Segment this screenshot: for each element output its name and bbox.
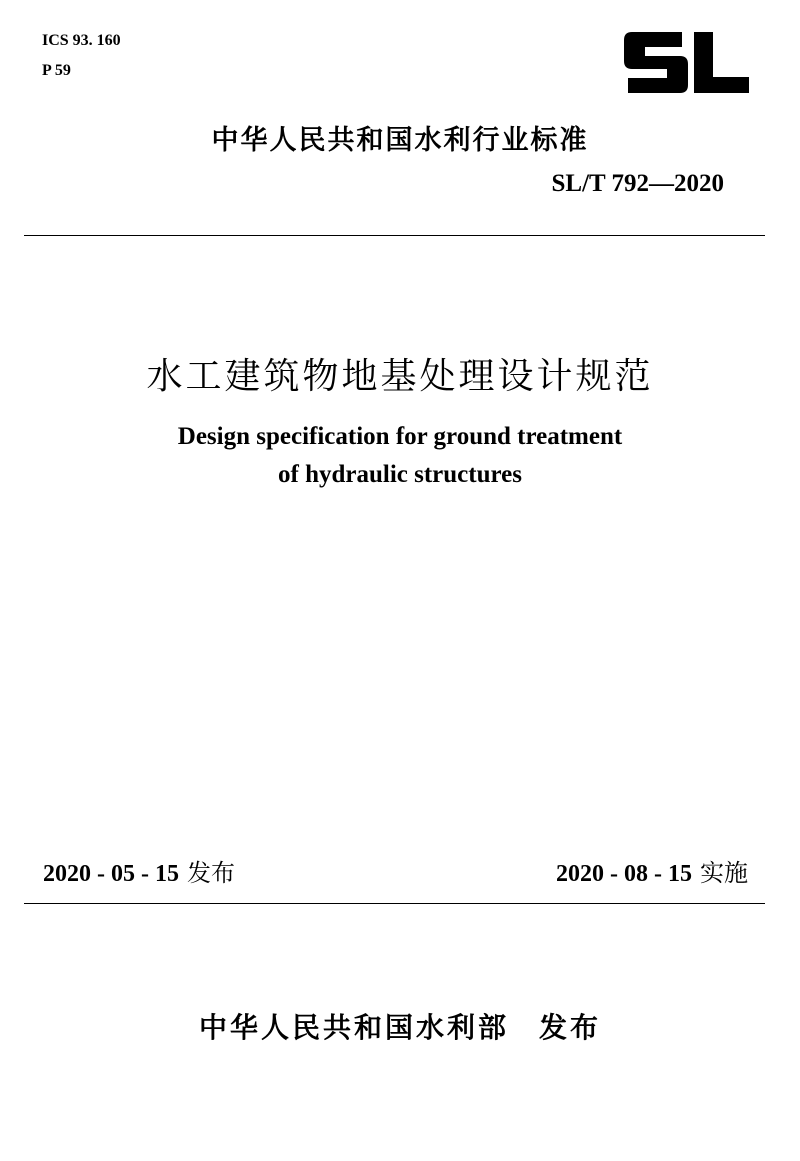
divider-bottom xyxy=(24,903,765,904)
publisher xyxy=(0,1006,800,1046)
category-code: P 59 xyxy=(42,62,71,79)
sl-logo-letter-l xyxy=(694,32,749,93)
issue-date xyxy=(43,853,235,888)
publisher-name: 中华人民共和国水利部 xyxy=(198,1011,509,1044)
implementation-date-label: 实施 xyxy=(700,859,748,887)
standard-organization: 中华人民共和国水利行业标准 xyxy=(211,125,589,156)
implementation-date-value: 2020 - 08 - 15 xyxy=(556,861,692,887)
sl-logo-letter-s xyxy=(624,32,688,93)
classification-codes xyxy=(42,26,121,86)
implementation-date xyxy=(556,853,748,888)
ics-code: ICS 93. 160 xyxy=(42,32,121,49)
issue-date-label: 发布 xyxy=(186,859,235,887)
divider-top xyxy=(24,235,765,236)
standard-number: SL/T 792—2020 xyxy=(551,170,724,197)
issue-date-value: 2020 - 05 - 15 xyxy=(43,861,179,887)
english-title-line-2: of hydraulic structures xyxy=(278,461,522,488)
english-title xyxy=(0,418,800,494)
english-title-line-1: Design specification for ground treatment xyxy=(177,423,623,450)
sl-logo xyxy=(622,30,752,95)
chinese-title: 水工建筑物地基处理设计规范 xyxy=(146,356,654,397)
publisher-action: 发布 xyxy=(539,1011,602,1044)
